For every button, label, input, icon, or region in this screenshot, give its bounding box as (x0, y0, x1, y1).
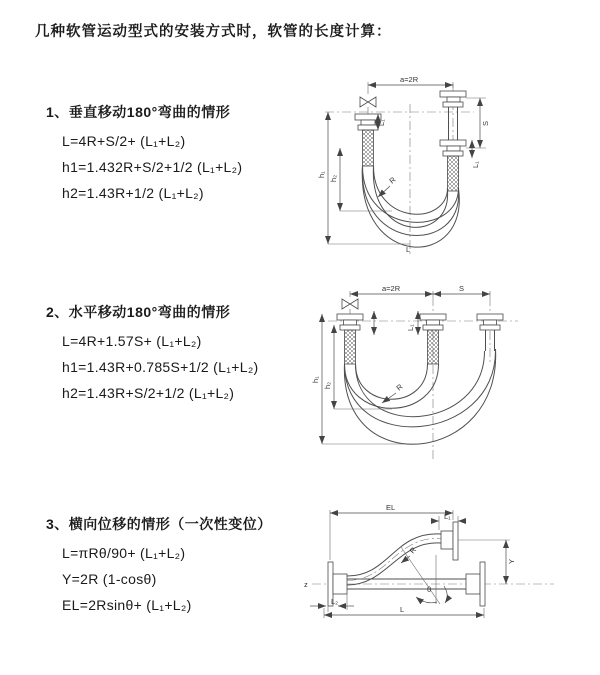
hose-u-bends (344, 349, 495, 444)
diagram-lateral-displacement (298, 500, 562, 652)
y-label: Y (507, 558, 516, 564)
section-vertical-movement (46, 102, 346, 206)
valve-icon (342, 299, 358, 314)
s-label: S (459, 284, 465, 293)
dimension-span (350, 284, 490, 297)
l1-label-left: L₁ (377, 119, 386, 126)
right-flange-lower (466, 562, 485, 606)
section-3-heading: 3、横向位移的情形（一次性变位） (46, 516, 272, 532)
el-label: EL (386, 503, 396, 512)
formula-2-L: L=4R+1.57S+ (L₁+L₂) (62, 333, 202, 349)
page-title: 几种软管运动型式的安装方式时，软管的长度计算： (35, 24, 392, 40)
valve-icon (360, 97, 376, 114)
l2-label: L₂ (331, 597, 339, 606)
dimension-h2 (329, 148, 392, 211)
hose-displaced-position (347, 534, 441, 585)
dimension-h2 (323, 325, 392, 409)
section-horizontal-movement (46, 302, 346, 406)
l1-label-right: L₁ (471, 161, 480, 168)
r-label: R (387, 175, 398, 186)
formula-1-h1: h1=1.432R+S/2+1/2 (L₁+L₂) (62, 159, 243, 175)
radius-callout (382, 382, 405, 403)
theta-label: θ (427, 585, 432, 594)
h1-label: h₁ (311, 376, 320, 383)
right-flange-upper (441, 522, 458, 560)
section-1-heading: 1、垂直移动180°弯曲的情形 (46, 104, 231, 120)
h2-label: h₂ (329, 174, 338, 182)
dimension-s (466, 98, 490, 148)
hose-u-bend (362, 166, 459, 247)
h2-label: h₂ (323, 381, 332, 389)
span-label: a=2R (382, 284, 401, 293)
formula-3-EL: EL=2Rsinθ+ (L₁+L₂) (62, 597, 192, 613)
radius-callout (378, 175, 398, 197)
diagram-vertical-180-bend (312, 66, 540, 258)
l-label: L (400, 605, 405, 614)
s-label: S (481, 120, 490, 126)
dimension-l2 (310, 594, 354, 612)
span-label: a=2R (400, 75, 419, 84)
axis-label: z (304, 580, 308, 589)
dimension-l1 (374, 311, 418, 335)
dimension-l (324, 605, 484, 618)
dimension-el (330, 503, 453, 560)
angle-theta-construction (401, 547, 447, 604)
section-2-heading: 2、水平移动180°弯曲的情形 (46, 304, 231, 320)
formula-2-h1: h1=1.43R+0.785S+1/2 (L₁+L₂) (62, 359, 259, 375)
l1-label: L₁ (444, 512, 451, 521)
left-flange-fitting (337, 314, 363, 364)
r-label: R (394, 382, 405, 393)
middle-flange-fitting (420, 314, 446, 364)
right-flange-fittings (440, 91, 466, 191)
dimension-l1 (431, 512, 466, 530)
formula-3-L: L=πRθ/90+ (L₁+L₂) (62, 545, 186, 561)
l-label: L (406, 245, 411, 254)
r-label: R (407, 545, 419, 556)
formula-1-h2: h2=1.43R+1/2 (L₁+L₂) (62, 185, 204, 201)
formula-2-h2: h2=1.43R+S/2+1/2 (L₁+L₂) (62, 385, 235, 401)
formula-1-L: L=4R+S/2+ (L₁+L₂) (62, 133, 186, 149)
formula-3-Y: Y=2R (1-cosθ) (62, 571, 157, 587)
h1-label: h₁ (317, 171, 326, 178)
l1-label: L₁ (406, 324, 415, 331)
diagram-horizontal-180-bend (306, 281, 550, 467)
